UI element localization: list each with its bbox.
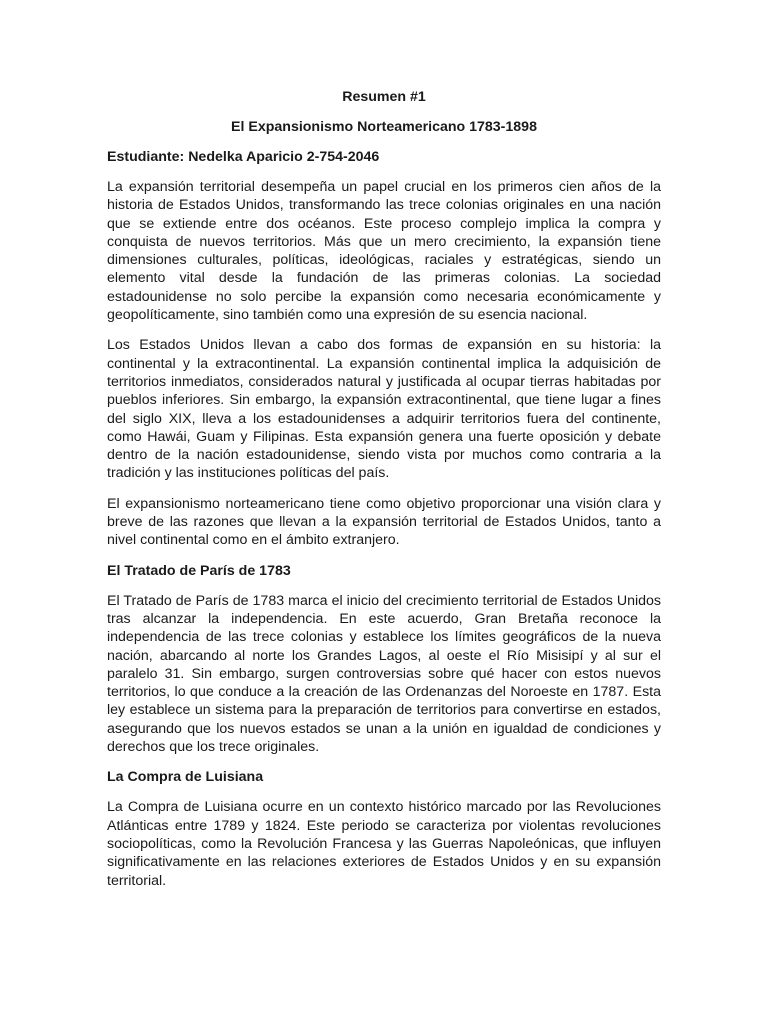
document-subtitle: El Expansionismo Norteamericano 1783-1898	[231, 119, 537, 135]
intro-paragraph-3: El expansionismo norteamericano tiene como objetivo proporcionar una visión clara y breve de las razones que llevan a la expansión territorial de Estados Unidos, tanto a nivel continental como en el ámbito extranjero.	[107, 495, 661, 549]
section-text-compra-luisiana: La Compra de Luisiana ocurre en un contexto histórico marcado por las Revoluciones Atlánticas entre 1789 y 1824. Este periodo se caracteriza por violentas revoluciones sociopolíticas, como la Revolución Francesa y las Guerras Napoleónicas, que influyen significativamente en las relaciones exteriores de Estados Unidos y en su expansión territorial.	[107, 799, 661, 889]
document-page	[107, 88, 661, 902]
student-line: Estudiante: Nedelka Aparicio 2-754-2046	[107, 149, 380, 165]
document-title: Resumen #1	[342, 89, 426, 105]
intro-paragraph-2: Los Estados Unidos llevan a cabo dos formas de expansión en su historia: la continental y la extracontinental. La expansión continental implica la adquisición de territorios inmediatos, considerados natural y justificada al ocupar tierras habitadas por pueblos inferiores. Sin embargo, la expansión extracontinental, que tiene lugar a fines del siglo XIX, lleva a los estadounidenses a adquirir territorios fuera del continente, como Hawái, Guam y Filipinas. Esta expansión genera una fuerte oposición y debate dentro de la nación estadounidense, siendo vista por muchos como contraria a la tradición y las instituciones políticas del país.	[107, 337, 661, 482]
section-heading-compra-luisiana: La Compra de Luisiana	[107, 769, 264, 786]
intro-paragraph-1: La expansión territorial desempeña un papel crucial en los primeros cien años de la historia de Estados Unidos, transformando las trece colonias originales en una nación que se extiende entre dos océanos. Este proceso complejo implica la compra y conquista de nuevos territorios. Más que un mero crecimiento, la expansión tiene dimensiones culturales, políticas, ideológicas, raciales y estratégicas, siendo un elemento vital desde la fundación de las primeras colonias. La sociedad estadounidense no solo percibe la expansión como necesaria económicamente y geopolíticamente, sino también como una expresión de su esencia nacional.	[107, 179, 661, 324]
section-heading-tratado-paris: El Tratado de París de 1783	[107, 562, 291, 579]
section-text-tratado-paris: El Tratado de París de 1783 marca el inicio del crecimiento territorial de Estados Unidos tras alcanzar la independencia. En este acuerdo, Gran Bretaña reconoce la independencia de las trece colonias y establece los límites geográficos de la nueva nación, abarcando al norte los Grandes Lagos, al oeste el Río Misisipí y al sur el paralelo 31. Sin embargo, surgen controversias sobre qué hacer con estos nuevos territorios, lo que conduce a la creación de las Ordenanzas del Noroeste en 1787. Esta ley establece un sistema para la preparación de territorios para convertirse en estados, asegurando que los nuevos estados se unan a la unión en igualdad de condiciones y derechos que los trece originales.	[107, 592, 661, 756]
